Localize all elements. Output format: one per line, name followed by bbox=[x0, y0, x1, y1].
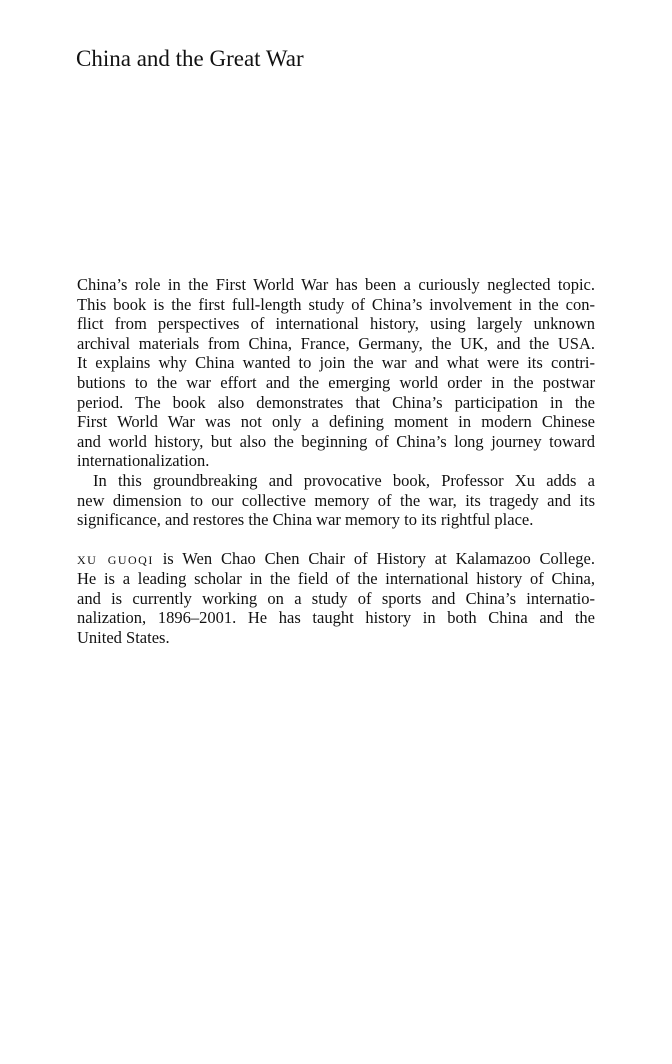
author-bio-line: He is a leading scholar in the field of the international history of China, bbox=[77, 568, 595, 588]
description-line: China’s role in the First World War has been a curiously neglected topic. bbox=[77, 275, 595, 294]
author-bio-line bbox=[77, 549, 595, 569]
description-line: new dimension to our collective memory of the war, its tragedy and its bbox=[77, 490, 595, 510]
description-line: internationalization. bbox=[77, 451, 210, 471]
back-cover-blurb bbox=[77, 275, 595, 647]
description-line: significance, and restores the China war memory to its rightful place. bbox=[77, 510, 534, 530]
author-bio-line: nalization, 1896–2001. He has taught history in both China and the bbox=[77, 608, 595, 628]
description-line: This book is the first full-length study of China’s involvement in the con- bbox=[77, 294, 595, 314]
author-bio-line: and is currently working on a study of sports and China’s internatio- bbox=[77, 588, 595, 608]
description-line: First World War was not only a defining moment in modern Chinese bbox=[77, 412, 595, 432]
author-bio bbox=[77, 549, 595, 647]
description-line: flict from perspectives of international history, using largely unknown bbox=[77, 314, 595, 334]
description-line: It explains why China wanted to join the war and what were its contri- bbox=[77, 353, 595, 373]
author-bio-line: United States. bbox=[77, 627, 170, 647]
author-bio-text: is Wen Chao Chen Chair of History at Kalamazoo College. bbox=[153, 549, 595, 569]
book-description bbox=[77, 275, 595, 530]
description-line: archival materials from China, France, Germany, the UK, and the USA. bbox=[77, 333, 595, 353]
book-title: China and the Great War bbox=[76, 46, 304, 71]
description-line: In this groundbreaking and provocative book, Professor Xu adds a bbox=[93, 470, 595, 490]
description-line: period. The book also demonstrates that China’s participation in the bbox=[77, 392, 595, 412]
description-line: butions to the war effort and the emerging world order in the postwar bbox=[77, 372, 595, 392]
paragraph-gap bbox=[77, 530, 595, 550]
author-name: xu guoqi bbox=[77, 549, 154, 569]
description-line: and world history, but also the beginning of China’s long journey toward bbox=[77, 431, 595, 451]
